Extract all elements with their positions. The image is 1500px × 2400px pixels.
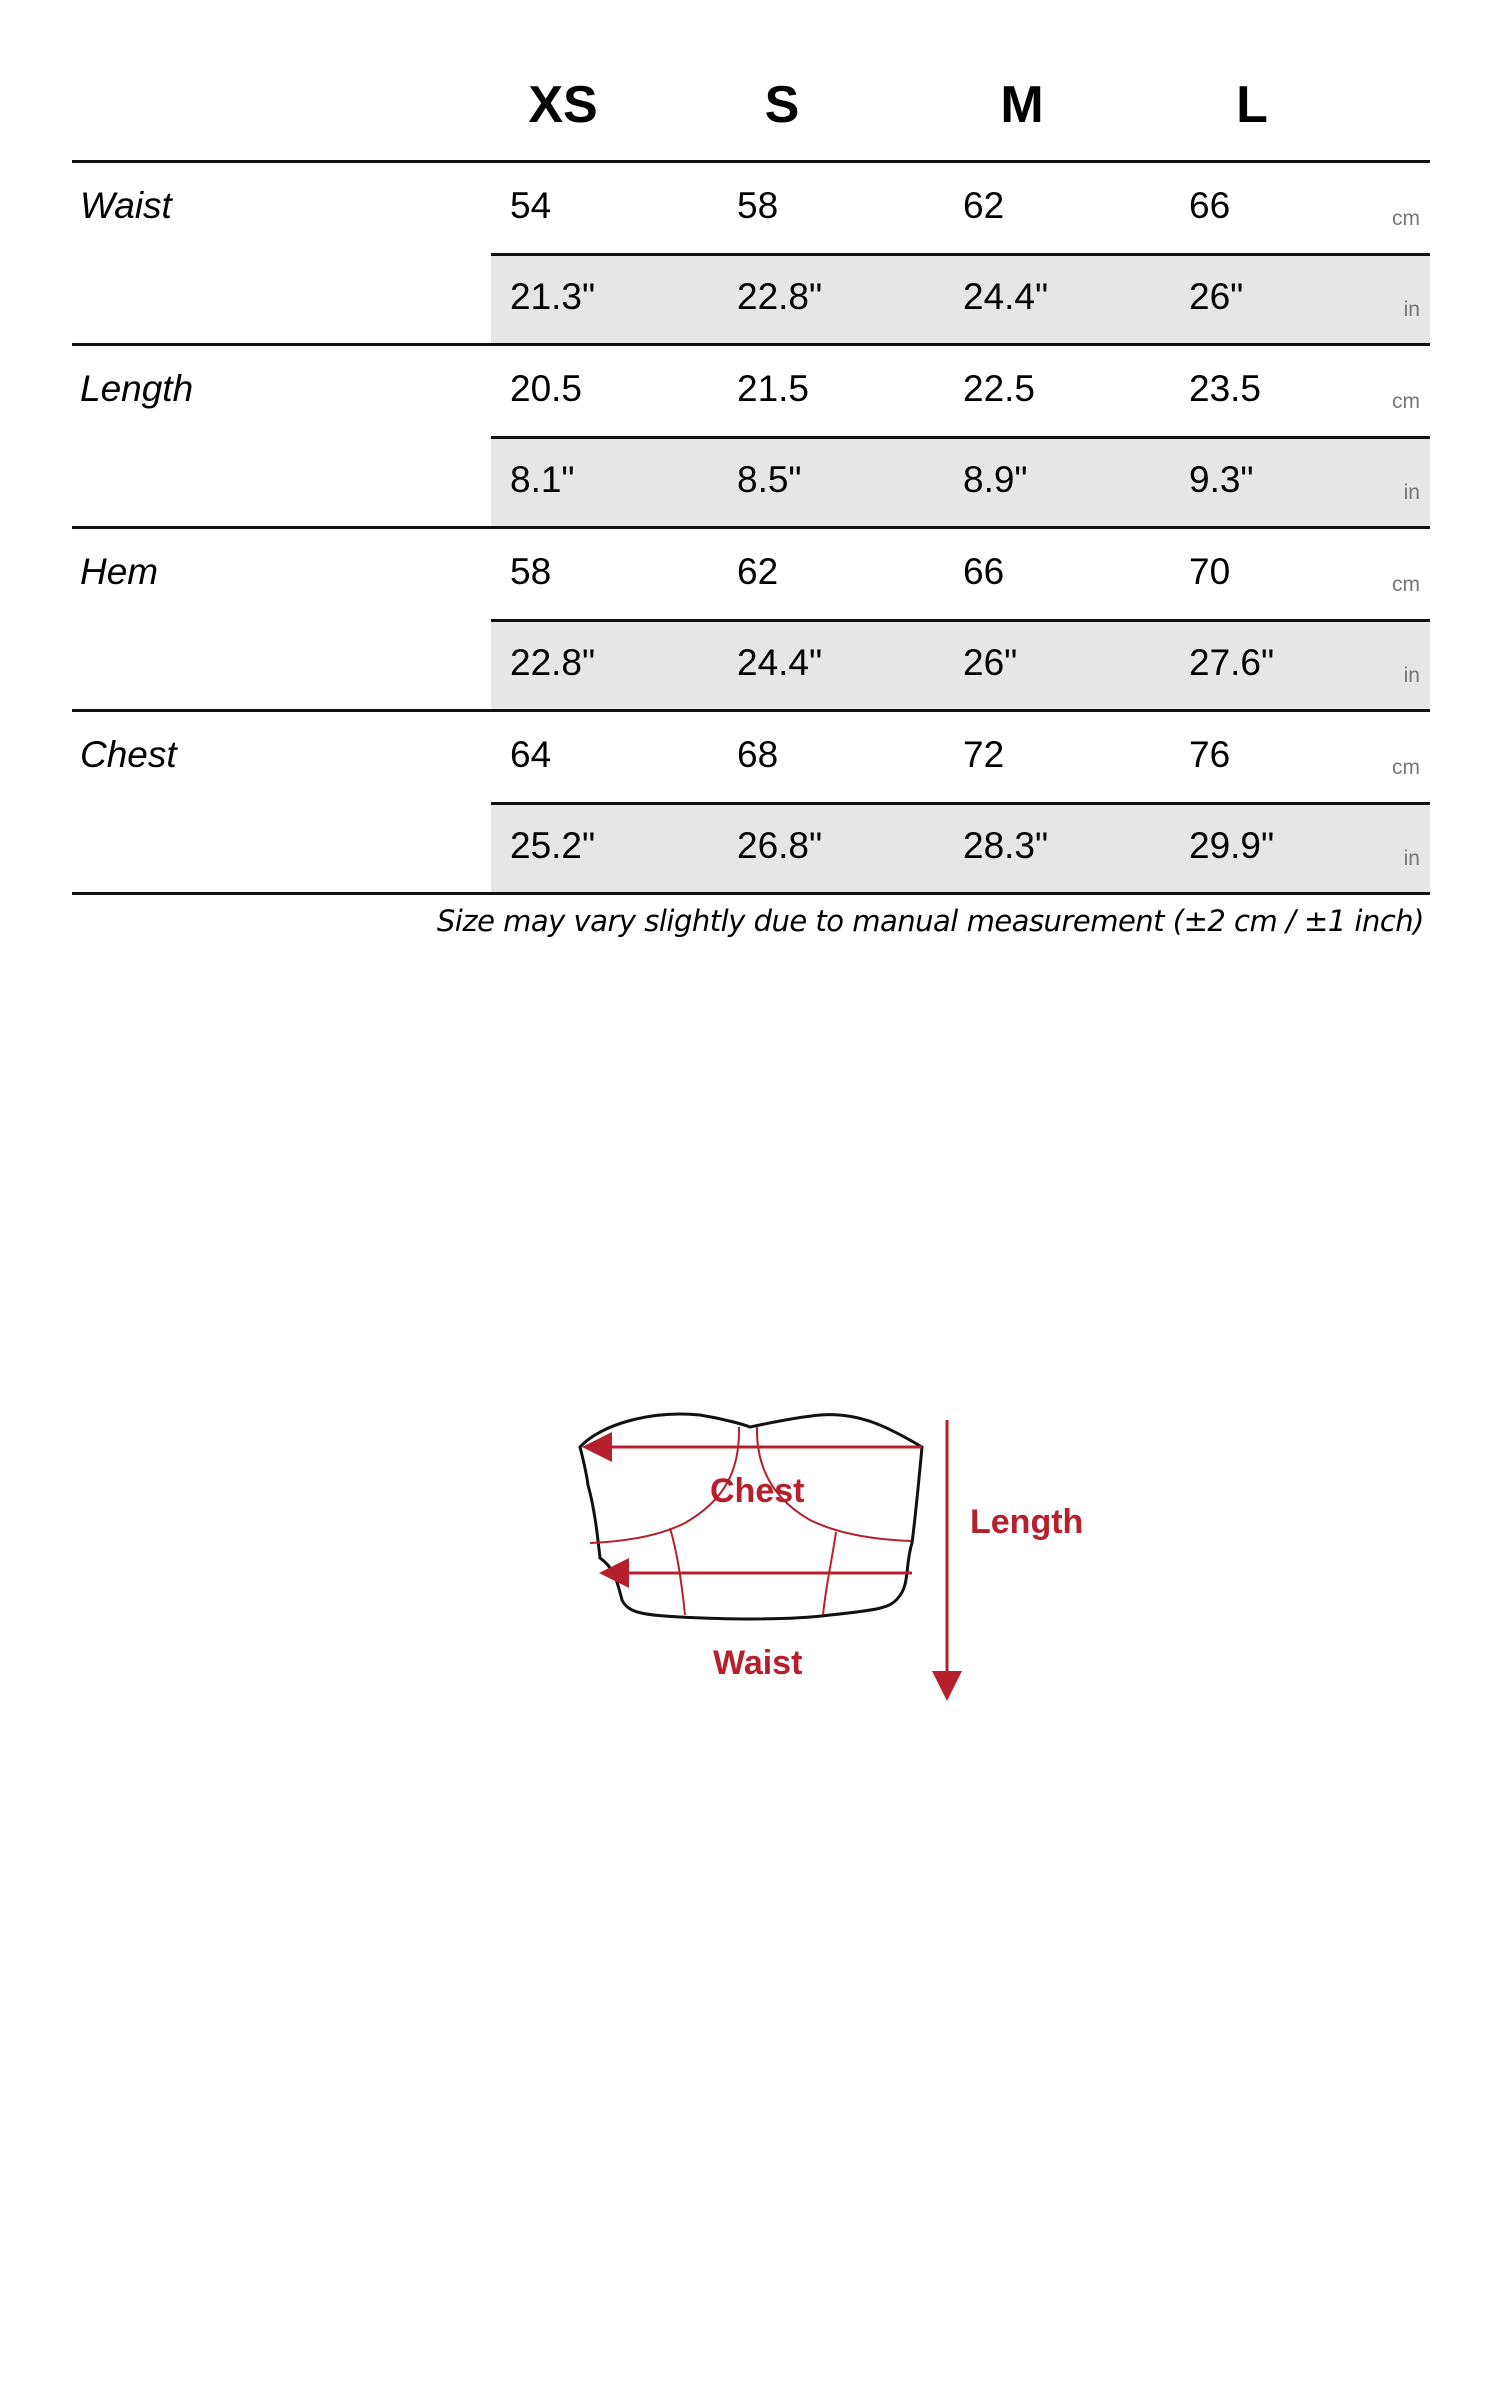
unit-label-in: in [1403, 847, 1420, 870]
chest-label: Chest [710, 1472, 805, 1510]
value-cell: 72 [963, 734, 1005, 775]
value-cell: 21.3" [510, 276, 596, 317]
unit-label-cm: cm [1392, 756, 1420, 779]
measurement-label: Chest [80, 734, 177, 775]
value-cell: 8.1" [510, 459, 575, 500]
value-cell: 9.3" [1189, 459, 1254, 500]
value-cell: 66 [1189, 185, 1231, 226]
value-cell: 58 [510, 551, 552, 592]
value-cell: 24.4" [963, 276, 1049, 317]
value-cell: 26" [963, 642, 1018, 683]
unit-label-in: in [1403, 664, 1420, 687]
value-cell: 58 [737, 185, 779, 226]
unit-label-in: in [1403, 298, 1420, 321]
measurement-label: Hem [80, 551, 159, 592]
value-cell: 29.9" [1189, 825, 1275, 866]
waist-label: Waist [713, 1644, 803, 1682]
value-cell: 22.8" [737, 276, 823, 317]
value-cell: 27.6" [1189, 642, 1275, 683]
value-cell: 66 [963, 551, 1005, 592]
unit-label-cm: cm [1392, 573, 1420, 596]
in-row [491, 619, 1430, 709]
value-cell: 8.9" [963, 459, 1028, 500]
size-header-l: L [1236, 76, 1268, 134]
value-cell: 21.5 [737, 368, 810, 409]
measurement-note: Size may vary slightly due to manual measurement (±2 cm / ±1 inch) [436, 904, 1424, 938]
in-row [491, 253, 1430, 343]
measurement-group-chest [72, 709, 1430, 895]
value-cell: 26" [1189, 276, 1244, 317]
size-header-m: M [1000, 76, 1044, 134]
value-cell: 70 [1189, 551, 1231, 592]
measurement-group-length [72, 343, 1430, 526]
value-cell: 22.5 [963, 368, 1036, 409]
value-cell: 62 [963, 185, 1005, 226]
length-label: Length [970, 1503, 1084, 1541]
value-cell: 28.3" [963, 825, 1049, 866]
cm-row [491, 529, 1430, 619]
measurement-label: Waist [80, 185, 172, 226]
size-header-s: S [764, 76, 800, 134]
value-cell: 25.2" [510, 825, 596, 866]
in-row [491, 436, 1430, 526]
measurement-group-waist [72, 160, 1430, 343]
value-cell: 23.5 [1189, 368, 1262, 409]
value-cell: 26.8" [737, 825, 823, 866]
value-cell: 22.8" [510, 642, 596, 683]
size-header-row [0, 75, 1500, 155]
unit-label-cm: cm [1392, 390, 1420, 413]
garment-outline [580, 1414, 922, 1619]
value-cell: 62 [737, 551, 779, 592]
garment-measurement-diagram [560, 1390, 1100, 1710]
value-cell: 76 [1189, 734, 1231, 775]
value-cell: 54 [510, 185, 552, 226]
size-header-xs: XS [528, 76, 598, 134]
size-chart-table [72, 160, 1430, 895]
unit-label-cm: cm [1392, 207, 1420, 230]
value-cell: 64 [510, 734, 552, 775]
cm-row [491, 163, 1430, 253]
value-cell: 24.4" [737, 642, 823, 683]
garment-outline-illustration [560, 1390, 1100, 1710]
measurement-group-hem [72, 526, 1430, 709]
value-cell: 8.5" [737, 459, 802, 500]
measurement-label: Length [80, 368, 194, 409]
unit-label-in: in [1403, 481, 1420, 504]
in-row [491, 802, 1430, 892]
value-cell: 20.5 [510, 368, 583, 409]
cm-row [491, 346, 1430, 436]
cm-row [491, 712, 1430, 802]
value-cell: 68 [737, 734, 779, 775]
